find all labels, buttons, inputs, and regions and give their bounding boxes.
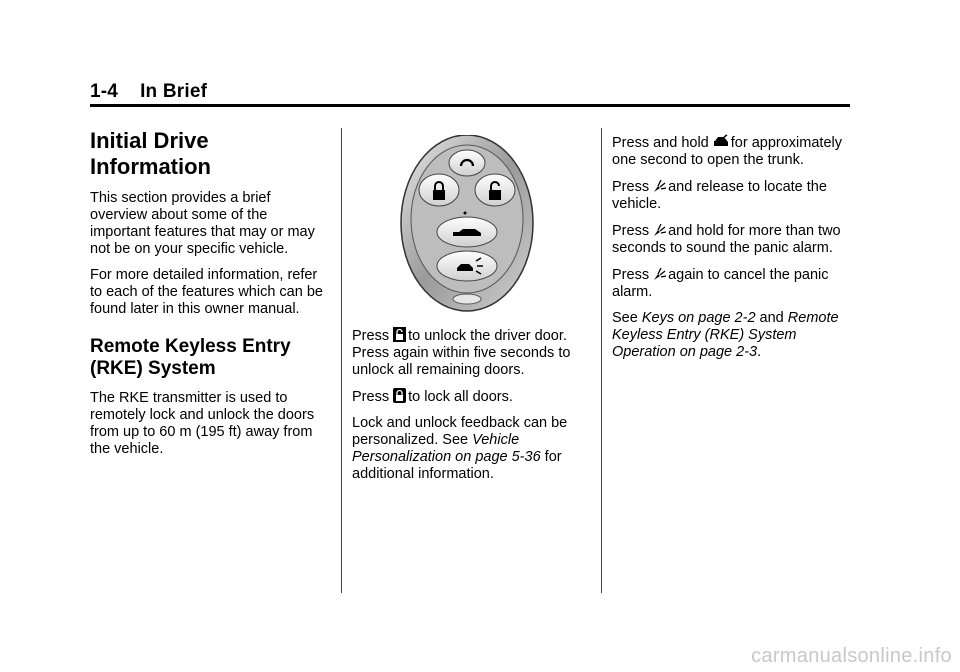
panic-alarm-icon bbox=[653, 178, 666, 193]
column-1 bbox=[90, 128, 330, 467]
lock-paragraph: Press to lock all doors. bbox=[352, 389, 513, 405]
cancel-paragraph: Press again to cancel the panic alarm. bbox=[612, 267, 829, 300]
section-title: In Brief bbox=[140, 81, 208, 102]
lock-icon bbox=[393, 388, 406, 403]
panic-paragraph: Press and hold for more than two seconds to sound the panic alarm. bbox=[612, 223, 841, 256]
column-divider bbox=[341, 128, 342, 593]
info-paragraph: For more detailed information, refer to each of the features which can be found later in this owner manual. bbox=[90, 267, 323, 317]
panic-alarm-icon bbox=[653, 222, 666, 237]
column-divider bbox=[601, 128, 602, 593]
vehicle-personalization-reference: Vehicle Personalization on page 5-36 bbox=[352, 432, 541, 465]
unlock-paragraph: Press to unlock the driver door. Press again within five seconds to unlock all remaining doors. bbox=[352, 328, 571, 378]
rke-paragraph: The RKE transmitter is used to remotely lock and unlock the doors from up to 60 m (195 ft) away from the vehicle. bbox=[90, 390, 315, 457]
panic-alarm-icon bbox=[653, 266, 666, 281]
column-2 bbox=[352, 135, 582, 492]
page-header bbox=[90, 81, 207, 103]
trunk-icon bbox=[713, 134, 729, 149]
unlock-icon bbox=[393, 327, 406, 342]
rke-operation-reference: Remote Keyless Entry (RKE) System Operation on page 2-3 bbox=[612, 310, 839, 360]
watermark: carmanualsonline.info bbox=[751, 645, 952, 667]
feedback-paragraph: Lock and unlock feedback can be personalized. See Vehicle Personalization on page 5-36 for additional information. bbox=[352, 415, 568, 482]
trunk-paragraph: Press and hold for approximately one second to open the trunk. bbox=[612, 135, 842, 168]
rke-key-fob-icon bbox=[399, 135, 535, 315]
page-number: 1-4 bbox=[90, 81, 119, 102]
keys-reference: Keys on page 2-2 bbox=[641, 310, 756, 326]
main-heading: Initial Drive Information bbox=[90, 128, 211, 179]
intro-paragraph: This section provides a brief overview about some of the important features that may or may not be on your specific vehicle. bbox=[90, 190, 315, 257]
header-rule bbox=[90, 104, 850, 107]
column-3 bbox=[612, 134, 852, 370]
rke-heading: Remote Keyless Entry (RKE) System bbox=[90, 336, 291, 379]
locate-paragraph: Press and release to locate the vehicle. bbox=[612, 179, 827, 212]
see-also-paragraph: See Keys on page 2-2 and Remote Keyless Entry (RKE) System Operation on page 2-3. bbox=[612, 310, 839, 360]
